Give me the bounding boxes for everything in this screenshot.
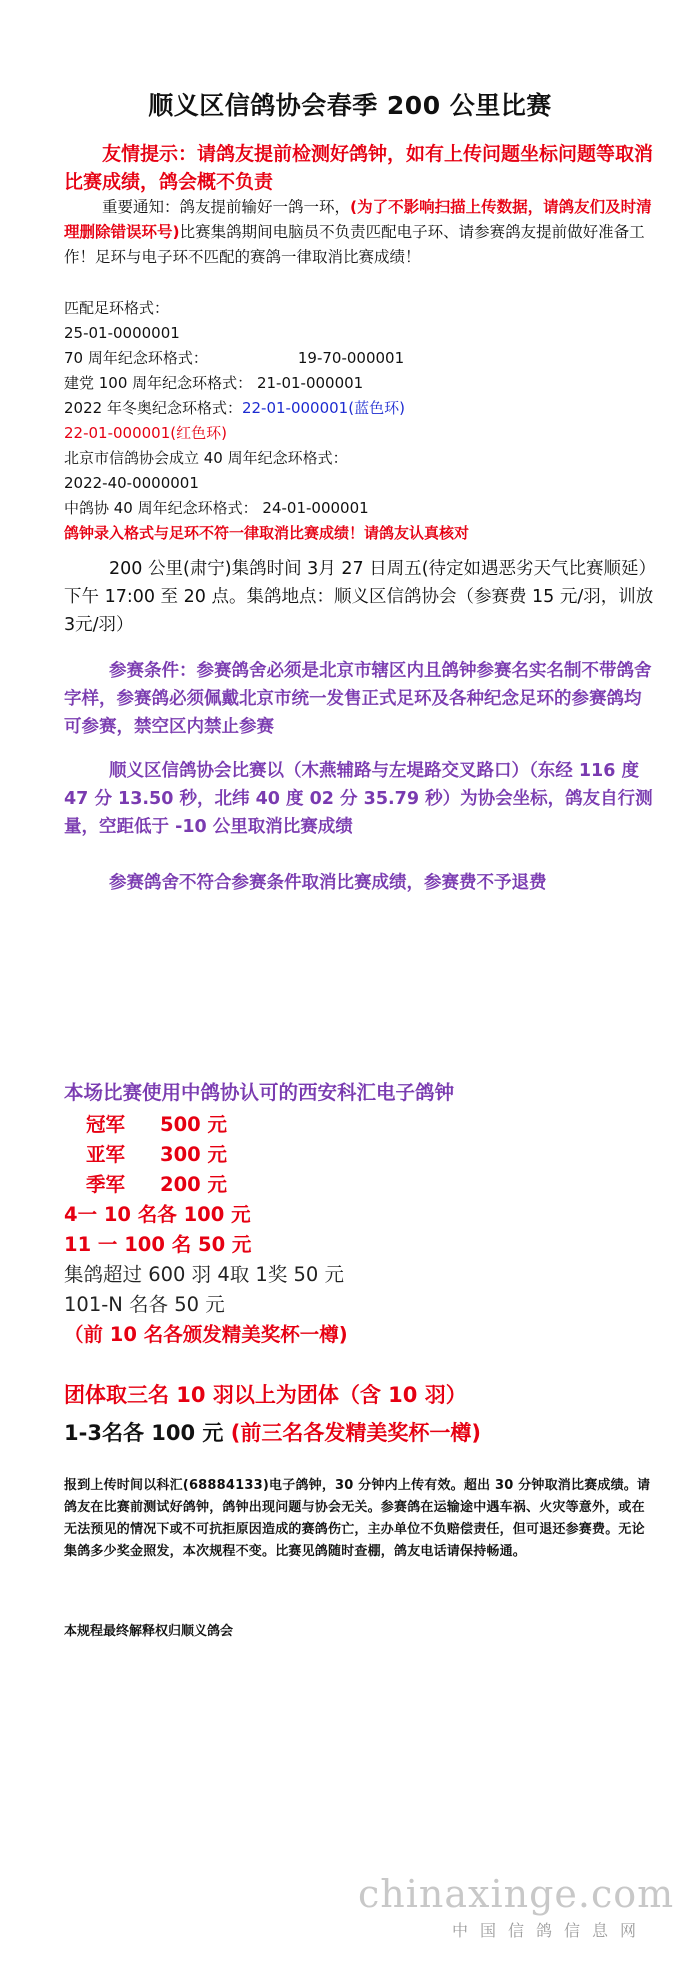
team-line-1: 团体取三名 10 羽以上为团体（含 10 羽） — [64, 1383, 467, 1407]
anniv70-value: 19-70-000001 — [297, 349, 405, 367]
beijing40-format-label: 北京市信鸽协会成立 40 周年纪念环格式： — [64, 449, 348, 467]
important-notice — [64, 195, 654, 270]
third-label: 季军 — [86, 1173, 126, 1196]
prize-4-10: 4一 10 名各 100 元 — [64, 1203, 251, 1226]
prize-heading: 本场比赛使用中鸽协认可的西安科汇电子鸽钟 — [64, 1081, 455, 1104]
party100-value: 21-01-000001 — [256, 374, 364, 392]
friendly-tip: 友情提示：请鸽友提前检测好鸽钟，如有上传问题坐标问题等取消比赛成绩，鸽会概不负责 — [64, 143, 654, 193]
team-prize — [64, 1376, 654, 1452]
prize-over600: 集鸽超过 600 羽 4取 1奖 50 元 — [64, 1263, 345, 1286]
match-format-value: 25-01-0000001 — [64, 324, 180, 342]
watermark — [358, 1872, 675, 1941]
race-schedule: 200 公里(肃宁)集鸽时间 3月 27 日周五(待定如遇恶劣天气比赛顺延）下午 17:00 至 20 点。集鸽地点：顺义区信鸽协会（参赛费 15 元/羽，训放 3元/羽） — [64, 559, 654, 635]
zhongge40-value: 24-01-000001 — [262, 499, 369, 517]
anniv70-format — [64, 346, 654, 371]
prize-list — [64, 1110, 654, 1350]
coordinate-notice: 顺义区信鸽协会比赛以（木燕辅路与左堤路交叉路口）（东经 116 度 47 分 13.50 秒，北纬 40 度 02 分 35.79 秒）为协会坐标，鸽友自行测量，空距低于 -10 公里取消比赛成绩 — [64, 761, 653, 837]
prize-101-n: 101-N 名各 50 元 — [64, 1293, 225, 1316]
champion-label: 冠军 — [86, 1113, 126, 1136]
zhongge40-label: 中鸽协 40 周年纪念环格式： — [64, 499, 258, 517]
olympic-format — [64, 396, 654, 421]
format-warning: 鸽钟录入格式与足环不符一律取消比赛成绩！请鸽友认真核对 — [64, 524, 470, 542]
olympic-blue-ring: 22-01-000001(蓝色环) — [241, 399, 405, 417]
prize-second — [64, 1140, 654, 1170]
final-interpretation: 本规程最终解释权归顺义鸽会 — [64, 1624, 234, 1639]
champion-amount: 500 元 — [160, 1113, 227, 1136]
team-line-2 — [64, 1414, 654, 1452]
anniv70-label: 70 周年纪念环格式： — [64, 349, 208, 367]
olympic-label: 2022 年冬奥纪念环格式： — [64, 399, 242, 417]
second-label: 亚军 — [86, 1143, 126, 1166]
entry-conditions: 参赛条件：参赛鸽舍必须是北京市辖区内且鸽钟参赛名实名制不带鸽舍字样，参赛鸽必须佩戴北京市统一发售正式足环及各种纪念足环的参赛鸽均可参赛，禁空区内禁止参赛 — [64, 661, 652, 737]
watermark-site: chinaxinge.com — [358, 1872, 675, 1916]
olympic-red-ring: 22-01-000001(红色环) — [64, 424, 227, 442]
prize-champion — [64, 1110, 654, 1140]
second-amount: 300 元 — [160, 1143, 227, 1166]
prize-third — [64, 1170, 654, 1200]
beijing40-format-value: 2022-40-0000001 — [64, 474, 199, 492]
watermark-sub: 中国信鸽信息网 — [451, 1921, 648, 1940]
refund-notice: 参赛鸽舍不符合参赛条件取消比赛成绩，参赛费不予退费 — [109, 873, 547, 893]
party100-label: 建党 100 周年纪念环格式： — [64, 374, 253, 392]
notice-tail: 比赛集鸽期间电脑员不负责匹配电子环、请参赛鸽友提前做好准备工作！足环与电子环不匹配的赛鸽一律取消比赛成绩！ — [64, 223, 645, 266]
team-amount: 1-3名各 100 元 — [64, 1421, 224, 1445]
team-cups: (前三名各发精美奖杯一樽) — [230, 1421, 481, 1445]
zhongge40-format — [64, 496, 654, 521]
third-amount: 200 元 — [160, 1173, 227, 1196]
page-title: 顺义区信鸽协会春季 200 公里比赛 — [148, 91, 552, 120]
party100-format — [64, 371, 654, 396]
notice-red-text: (为了不影响扫描上传数据，请鸽友们及时清理删除错误环号) — [64, 198, 652, 241]
notice-lead: 重要通知：鸽友提前输好一鸽一环， — [102, 198, 351, 216]
prize-cups: （前 10 名各颁发精美奖杯一樽) — [64, 1323, 348, 1346]
ring-formats — [64, 296, 654, 546]
small-print: 报到上传时间以科汇(68884133)电子鸽钟，30 分钟内上传有效。超出 30 分钟取消比赛成绩。请鸽友在比赛前测试好鸽钟，鸽钟出现问题与协会无关。参赛鸽在运输途中遇车祸、火灾等意外，或在无法预见的情况下或不可抗拒原因造成的赛鸽伤亡，主办单位不负赔偿责任，但可退还参赛费。无论集鸽多少奖金照发，本次规程不变。比赛见鸽随时查棚，鸽友电话请保持畅通。 — [64, 1478, 651, 1559]
match-format-label: 匹配足环格式： — [64, 299, 170, 317]
prize-11-100: 11 一 100 名 50 元 — [64, 1233, 252, 1256]
